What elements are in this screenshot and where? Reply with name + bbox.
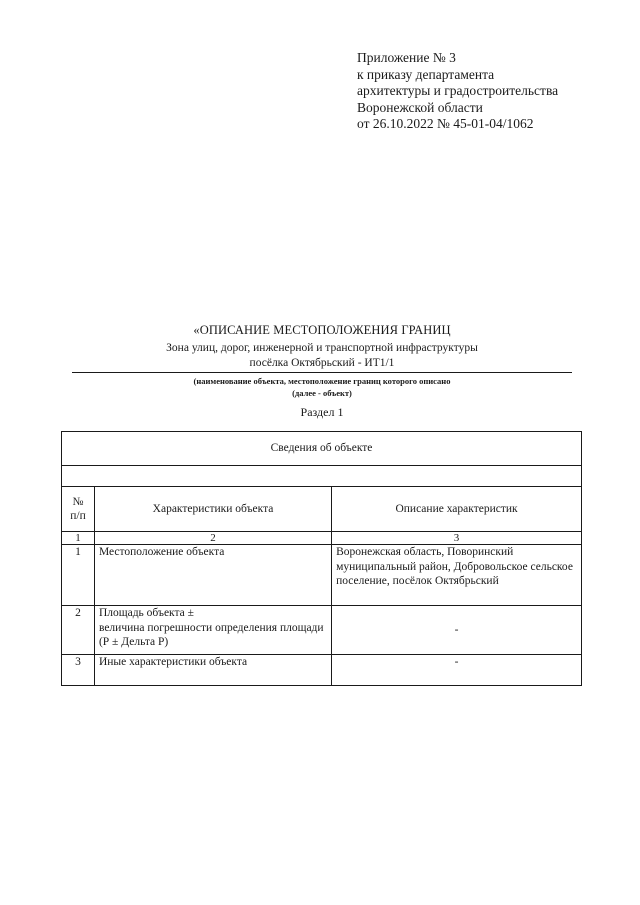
row-characteristic <box>94 606 331 655</box>
appendix-line: Воронежской области <box>357 99 483 115</box>
table-row <box>62 606 582 655</box>
section-title: Раздел 1 <box>300 405 344 419</box>
row-number: 1 <box>62 545 95 606</box>
header-characteristics: Характеристики объекта <box>94 487 331 532</box>
table-caption-row <box>62 432 582 466</box>
row-description: Воронежская область, Поворинский муниципальный район, Добровольское сельское поселение, посёлок Октябрьский <box>332 545 582 606</box>
column-number: 1 <box>62 532 95 545</box>
column-number-row <box>62 532 582 545</box>
appendix-line: от 26.10.2022 № 45-01-04/1062 <box>357 116 534 131</box>
row-number: 2 <box>62 606 95 655</box>
row-characteristic-line: величина погрешности определения площади (Р ± Дельта Р) <box>98 621 324 648</box>
row-description: - <box>332 655 582 686</box>
note-line: (наименование объекта, местоположение границ которого описано <box>193 376 451 386</box>
row-description: - <box>332 606 582 655</box>
object-name-line: Зона улиц, дорог, инженерной и транспортной инфраструктуры <box>166 342 478 354</box>
appendix-header <box>357 50 627 133</box>
document-title: «ОПИСАНИЕ МЕСТОПОЛОЖЕНИЯ ГРАНИЦ <box>193 323 451 337</box>
table-empty-row <box>62 466 582 487</box>
note-line: (далее - объект) <box>292 388 352 398</box>
empty-cell <box>62 466 582 487</box>
document-title-block <box>72 322 572 420</box>
row-characteristic: Иные характеристики объекта <box>94 655 331 686</box>
object-name-note <box>72 375 572 399</box>
appendix-line: архитектуры и градостроительства <box>357 83 559 98</box>
table-row <box>62 545 582 606</box>
object-name-line: посёлка Октябрьский - ИТ1/1 <box>72 356 572 373</box>
table-caption: Сведения об объекте <box>62 432 582 466</box>
header-number <box>62 487 95 532</box>
row-characteristic: Местоположение объекта <box>94 545 331 606</box>
table-row <box>62 655 582 686</box>
object-name <box>72 341 572 373</box>
column-number: 2 <box>94 532 331 545</box>
object-info-table <box>61 431 582 686</box>
row-characteristic-line: Площадь объекта ± <box>98 607 194 619</box>
column-number: 3 <box>332 532 582 545</box>
appendix-line: Приложение № 3 <box>357 50 456 65</box>
header-description: Описание характеристик <box>332 487 582 532</box>
row-number: 3 <box>62 655 95 686</box>
appendix-line: к приказу департамента <box>357 66 495 82</box>
header-number-line: № <box>72 495 84 508</box>
header-number-line: п/п <box>70 510 86 522</box>
table-header-row <box>62 487 582 532</box>
